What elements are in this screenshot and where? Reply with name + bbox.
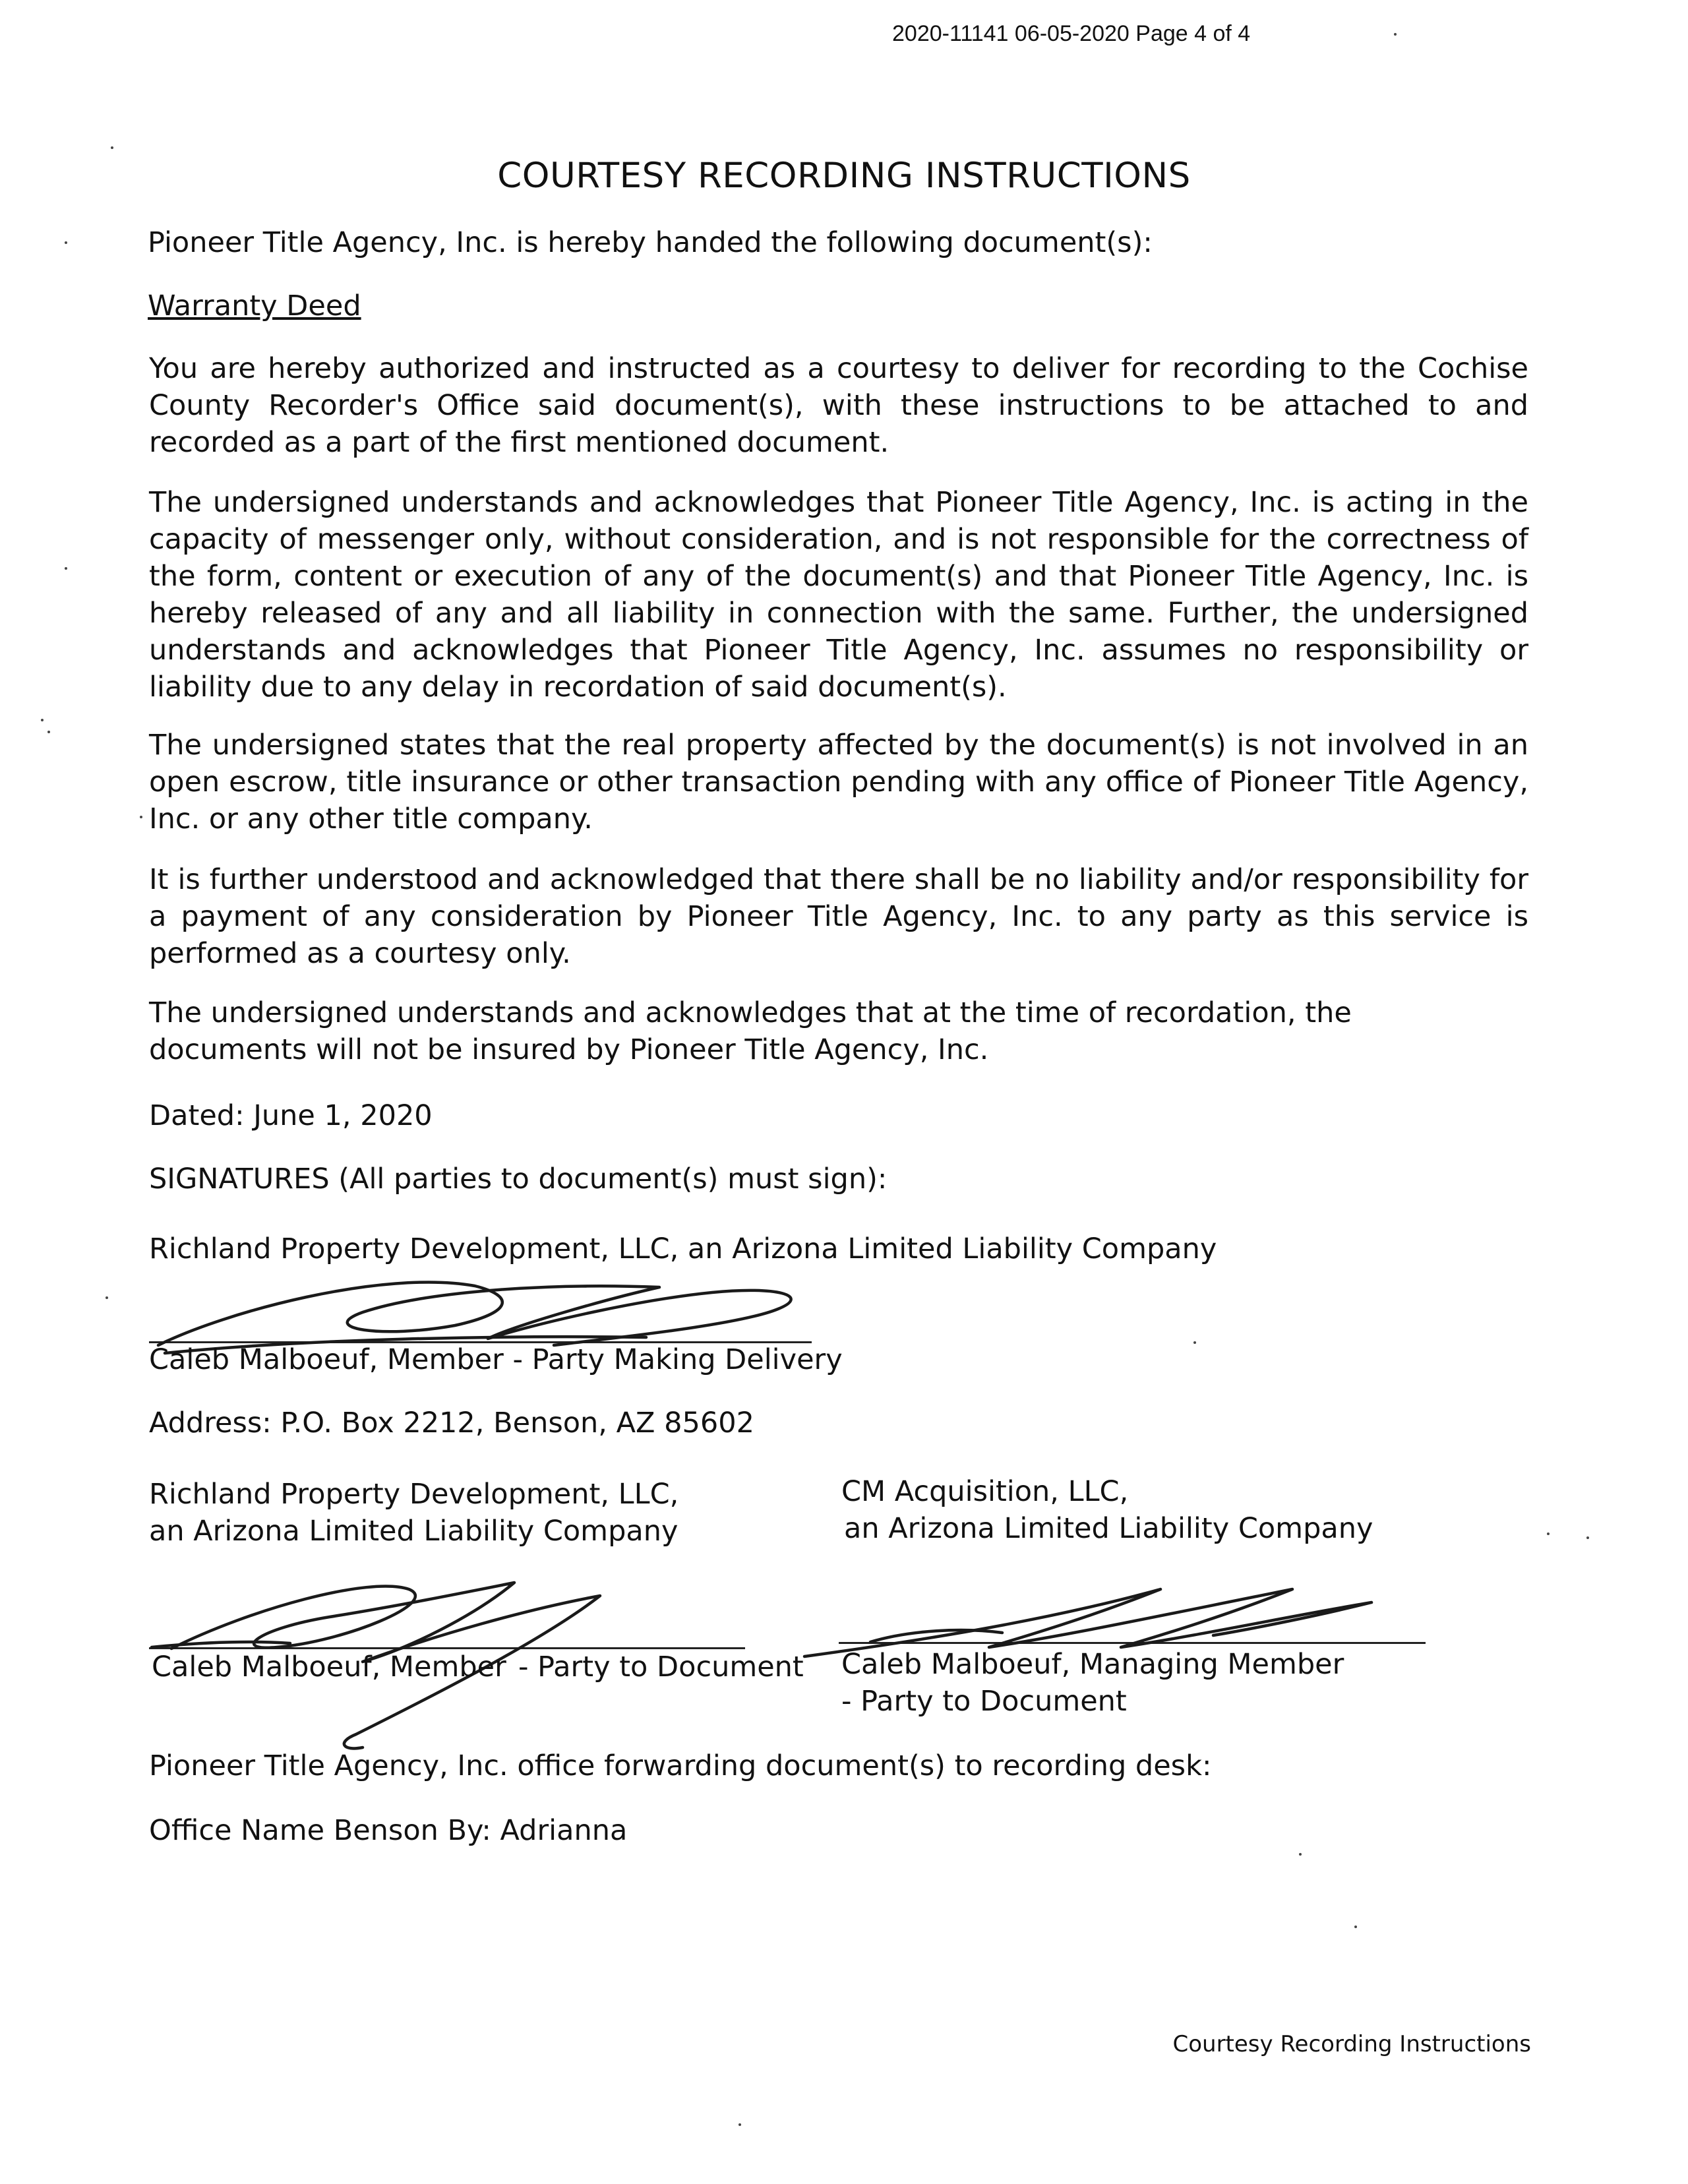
- delivering-company: Richland Property Development, LLC, an Arizona Limited Liability Company: [149, 1232, 1217, 1265]
- scan-speck: [106, 1296, 108, 1299]
- scan-speck: [65, 567, 67, 570]
- scan-speck: [47, 731, 50, 733]
- scan-speck: [1547, 1532, 1550, 1535]
- paragraph-property-status: The undersigned states that the real property affected by the document(s) is not involved in an open escrow, title insurance or other transaction pending with any office of Pioneer Title Agency, Inc. or any other title company.: [149, 729, 1528, 835]
- document-name: Warranty Deed: [148, 289, 361, 322]
- delivery-address: Address: P.O. Box 2212, Benson, AZ 85602: [149, 1407, 754, 1440]
- right-company-line1: CM Acquisition, LLC,: [841, 1475, 1129, 1508]
- paragraph-authorization: You are hereby authorized and instructed as a courtesy to deliver for recording to the Cochise County Recorder's Office said document(s), with these instructions to be attached to and recorded as a part of the first mentioned document.: [149, 352, 1528, 459]
- intro-text: Pioneer Title Agency, Inc. is hereby handed the following document(s):: [148, 226, 1153, 259]
- scan-speck: [111, 146, 113, 149]
- office-line: Office Name Benson By: Adrianna: [149, 1814, 628, 1847]
- scan-speck: [1586, 1536, 1589, 1539]
- scan-speck: [738, 2123, 741, 2126]
- left-signer: Caleb Malboeuf, Member: [152, 1651, 506, 1684]
- scan-speck: [1394, 33, 1397, 36]
- right-signer: Caleb Malboeuf, Managing Member: [841, 1648, 1344, 1681]
- paragraph-consideration: It is further understood and acknowledged that there shall be no liability and/or responsibility for a payment of any consideration by Pioneer Title Agency, Inc. to any party as this service is performed as a courtesy only.: [149, 863, 1528, 970]
- paragraph-not-insured: The undersigned understands and acknowledges that at the time of recordation, the documents will not be insured by Pioneer Title Agency, Inc.: [149, 996, 1352, 1066]
- scan-speck: [65, 241, 67, 244]
- dated-line: Dated: June 1, 2020: [149, 1099, 433, 1132]
- left-company-line2: an Arizona Limited Liability Company: [149, 1515, 678, 1548]
- right-role: - Party to Document: [841, 1685, 1127, 1718]
- page-footer: Courtesy Recording Instructions: [1172, 2031, 1531, 2057]
- scan-speck: [41, 719, 44, 721]
- page-title: COURTESY RECORDING INSTRUCTIONS: [497, 156, 1191, 196]
- left-company-line1: Richland Property Development, LLC,: [149, 1478, 679, 1511]
- paragraph-messenger-liability: The undersigned understands and acknowledges that Pioneer Title Agency, Inc. is acting in the capacity of messenger only, without consideration, and is not responsible for the correctness of the form, content or execution of any of the document(s) and that Pioneer Title Agency, Inc. is hereby released of any and all liability in connection with the same. Further, the undersigned understands and acknowledges that Pioneer Title Agency, Inc. assumes no responsibility or liability due to any delay in recordation of said document(s).: [149, 486, 1528, 704]
- delivery-signer: Caleb Malboeuf, Member - Party Making Delivery: [149, 1343, 843, 1376]
- scan-speck: [140, 816, 142, 818]
- forwarding-line: Pioneer Title Agency, Inc. office forwarding document(s) to recording desk:: [149, 1749, 1212, 1782]
- recording-stamp: 2020-11141 06-05-2020 Page 4 of 4: [892, 21, 1251, 46]
- signatures-heading: SIGNATURES (All parties to document(s) must sign):: [149, 1163, 888, 1196]
- scan-speck: [1193, 1341, 1196, 1344]
- left-role: - Party to Document: [518, 1651, 804, 1684]
- scan-speck: [1354, 1926, 1357, 1928]
- scan-speck: [1299, 1853, 1302, 1856]
- right-company-line2: an Arizona Limited Liability Company: [844, 1512, 1373, 1545]
